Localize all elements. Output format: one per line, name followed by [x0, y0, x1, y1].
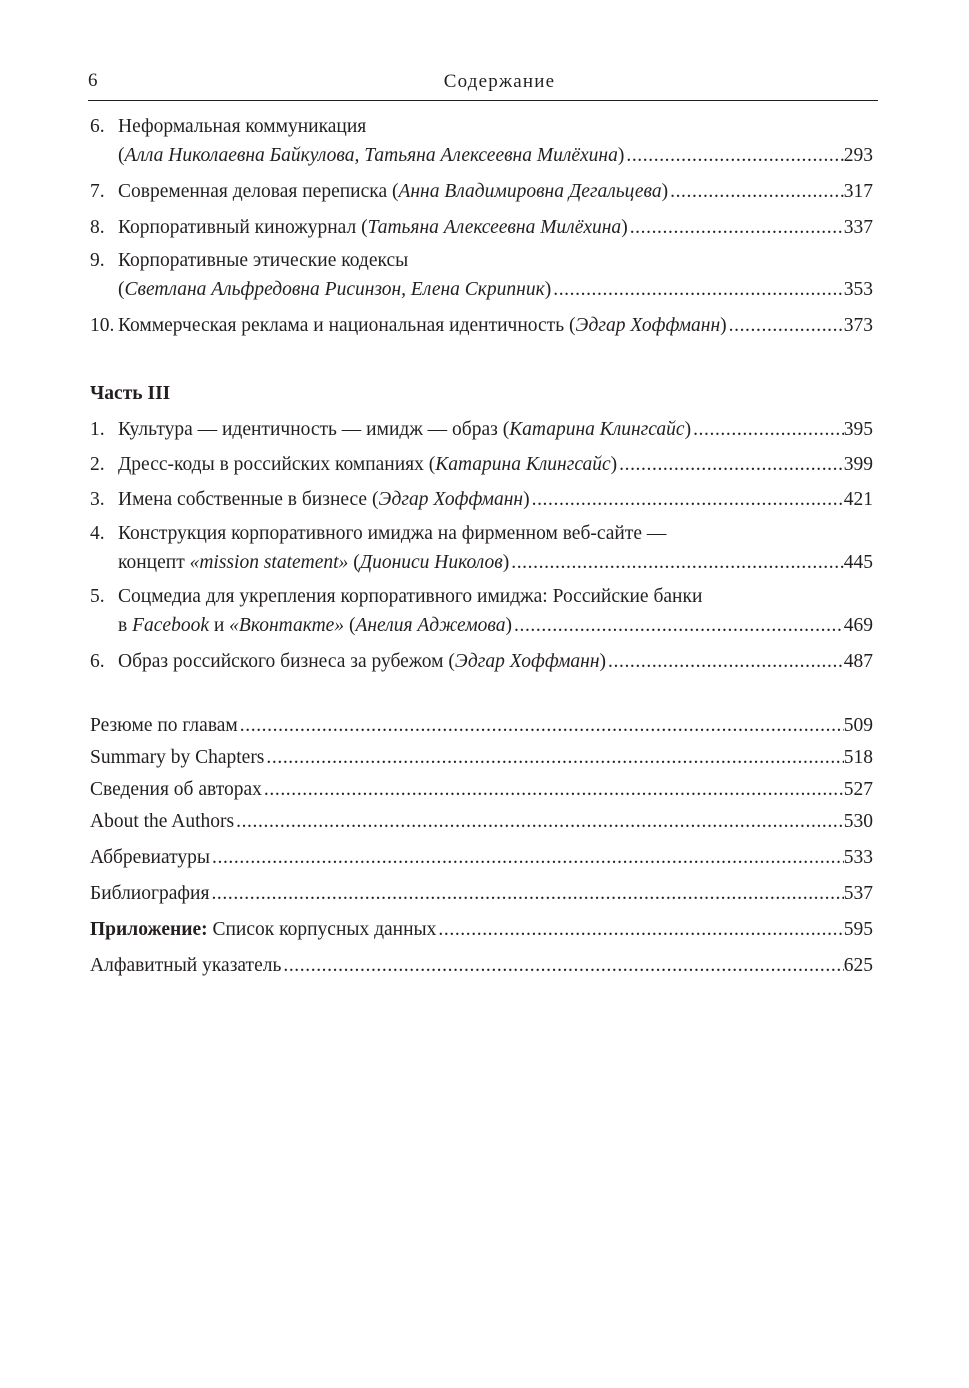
title-text: Аббревиатуры	[90, 847, 210, 868]
title-text: Современная деловая переписка (	[118, 181, 399, 202]
toc-entry-line[interactable]	[90, 521, 873, 547]
title-text: About the Authors	[90, 811, 235, 832]
title-text: Конструкция корпоративного имиджа на фирменном веб-сайте —	[118, 523, 667, 544]
dot-leader	[264, 745, 843, 771]
toc-entry-line[interactable]	[90, 114, 873, 140]
dot-leader	[551, 277, 844, 303]
toc-entry-line[interactable]	[90, 277, 873, 303]
running-header-title: Содержание	[443, 71, 556, 92]
title-text: (	[348, 552, 360, 573]
entry-title	[118, 584, 702, 610]
title-text: Список корпусных данных	[207, 919, 437, 940]
page-ref: 509	[843, 715, 873, 736]
entry-title	[118, 277, 551, 303]
title-text: Коммерческая реклама и национальная идентичность (	[118, 315, 576, 336]
toc-entry-line[interactable]	[90, 143, 873, 169]
entry-number: 6.	[90, 116, 105, 137]
entry-title	[90, 713, 238, 739]
entry-title	[90, 845, 210, 871]
toc-entry-line[interactable]	[90, 881, 873, 907]
dot-leader	[606, 649, 844, 675]
entry-number: 7.	[90, 181, 105, 202]
toc-entry-line[interactable]	[90, 745, 873, 771]
title-text: Summary by Chapters	[90, 747, 265, 768]
entry-title	[90, 777, 262, 803]
title-text: Алфавитный указатель	[90, 955, 282, 976]
page-ref: 353	[843, 279, 873, 300]
entry-number	[90, 277, 118, 303]
entry-title	[90, 953, 281, 979]
entry-number: 10.	[90, 315, 115, 336]
title-text: (	[118, 145, 125, 166]
author-text: Светлана Альфредовна Рисинзон, Елена Скрипник	[124, 279, 545, 300]
entry-title	[118, 649, 606, 675]
dot-leader	[436, 917, 843, 943]
page-ref: 537	[843, 883, 873, 904]
page-ref: 317	[843, 181, 873, 202]
dot-leader	[668, 179, 844, 205]
entry-title	[118, 521, 666, 547]
title-text: Образ российского бизнеса за рубежом (	[118, 651, 455, 672]
page-ref: 518	[843, 747, 873, 768]
entry-title	[118, 248, 408, 274]
entry-number	[90, 143, 118, 169]
title-text: )	[502, 552, 510, 573]
entry-title	[118, 417, 691, 443]
title-text: Имена собственные в бизнесе (	[118, 489, 379, 510]
entry-number: 1.	[90, 419, 105, 440]
toc-entry-line[interactable]	[90, 550, 873, 576]
title-text: (	[344, 615, 356, 636]
entry-number: 8.	[90, 217, 105, 238]
dot-leader	[210, 845, 844, 871]
title-text: Неформальная коммуникация	[118, 116, 367, 137]
title-text: и	[208, 615, 230, 636]
entry-number: 5.	[90, 586, 105, 607]
title-text: )	[720, 315, 727, 336]
toc-entry-line[interactable]	[90, 845, 873, 871]
toc-entry-line[interactable]	[90, 452, 873, 478]
title-text: Культура — идентичность — имидж — образ (	[118, 419, 510, 440]
page-ref: 469	[843, 615, 873, 636]
entry-title	[90, 809, 234, 835]
title-text: в	[118, 615, 133, 636]
title-text: )	[505, 615, 512, 636]
toc-entry-line[interactable]	[90, 487, 873, 513]
entry-title	[118, 452, 617, 478]
page-ref: 527	[843, 779, 873, 800]
entry-title	[90, 745, 264, 771]
page-ref: 445	[843, 552, 873, 573]
entry-title	[90, 917, 436, 943]
toc-entry-line[interactable]	[90, 584, 873, 610]
author-text: Диониси Николов	[359, 552, 503, 573]
toc-entry-line[interactable]	[90, 713, 873, 739]
title-text: )	[523, 489, 530, 510]
title-text: )	[621, 217, 628, 238]
author-text: Татьяна Алексеевна Милёхина	[367, 217, 622, 238]
author-text: Катарина Клингсайс	[435, 454, 611, 475]
title-text: Дресс-коды в российских компаниях (	[118, 454, 436, 475]
entry-title	[118, 143, 624, 169]
entry-number: 2.	[90, 454, 105, 475]
title-text: )	[684, 419, 692, 440]
author-text: Facebook	[132, 615, 209, 636]
dot-leader	[509, 550, 844, 576]
entry-title	[118, 613, 512, 639]
entry-title	[90, 881, 209, 907]
dot-leader	[238, 713, 844, 739]
page-ref: 595	[843, 919, 873, 940]
author-text: Эдгар Хоффманн	[378, 489, 524, 510]
title-text: Соцмедиа для укрепления корпоративного имиджа: Российские банки	[118, 586, 703, 607]
page-ref: 533	[843, 847, 873, 868]
dot-leader	[691, 417, 844, 443]
dot-leader	[512, 613, 844, 639]
page-ref: 421	[843, 489, 873, 510]
entry-number: 6.	[90, 651, 105, 672]
title-text: Библиография	[90, 883, 210, 904]
author-text: Катарина Клингсайс	[509, 419, 685, 440]
toc-entry-line[interactable]	[90, 953, 873, 979]
entry-number: 9.	[90, 250, 105, 271]
entry-title	[118, 114, 366, 140]
title-text: )	[661, 181, 669, 202]
header-rule	[88, 100, 878, 101]
title-text: (	[118, 279, 125, 300]
toc-entry-line[interactable]	[90, 417, 873, 443]
title-text: )	[617, 145, 625, 166]
title-text: )	[610, 454, 618, 475]
entry-title	[118, 215, 628, 241]
dot-leader	[727, 313, 844, 339]
entry-number: 3.	[90, 489, 105, 510]
dot-leader	[628, 215, 844, 241]
author-text: «mission statement»	[189, 552, 349, 573]
author-text: Анелия Аджемова	[355, 615, 506, 636]
dot-leader	[281, 953, 843, 979]
page-ref: 293	[843, 145, 873, 166]
page-ref: 487	[843, 651, 873, 672]
part-heading: Часть III	[90, 383, 171, 404]
title-text: Резюме по главам	[90, 715, 238, 736]
title-text: )	[599, 651, 607, 672]
toc-entry-line[interactable]	[90, 809, 873, 835]
entry-number	[90, 550, 118, 576]
dot-leader	[234, 809, 844, 835]
dot-leader	[209, 881, 843, 907]
title-text: Корпоративный киножурнал (	[118, 217, 368, 238]
title-text: Корпоративные этические кодексы	[118, 250, 409, 271]
entry-number: 4.	[90, 523, 105, 544]
toc-entry-line[interactable]	[90, 215, 873, 241]
page-ref: 530	[843, 811, 873, 832]
title-text: )	[544, 279, 552, 300]
toc-entry-line[interactable]	[90, 313, 873, 339]
page-number: 6	[88, 70, 98, 91]
toc-entry-line[interactable]	[90, 179, 873, 205]
entry-title	[118, 487, 530, 513]
toc-entry-line[interactable]	[90, 777, 873, 803]
page-ref: 395	[843, 419, 873, 440]
dot-leader	[624, 143, 843, 169]
entry-title	[118, 313, 727, 339]
title-text: концепт	[118, 552, 190, 573]
dot-leader	[530, 487, 844, 513]
dot-leader	[262, 777, 844, 803]
toc-entry-line[interactable]	[90, 649, 873, 675]
page-ref: 373	[843, 315, 873, 336]
title-text: Приложение:	[90, 919, 208, 940]
toc-entry-line[interactable]	[90, 248, 873, 274]
entry-title	[118, 179, 668, 205]
page-ref: 399	[843, 454, 873, 475]
author-text: Эдгар Хоффманн	[454, 651, 600, 672]
author-text: Алла Николаевна Байкулова, Татьяна Алексеевна Милёхина	[124, 145, 618, 166]
toc-entry-line[interactable]	[90, 917, 873, 943]
entry-title	[118, 550, 509, 576]
toc-entry-line[interactable]	[90, 613, 873, 639]
author-text: Эдгар Хоффманн	[575, 315, 721, 336]
page-ref: 337	[843, 217, 873, 238]
dot-leader	[617, 452, 844, 478]
title-text: Сведения об авторах	[90, 779, 262, 800]
page-ref: 625	[843, 955, 873, 976]
author-text: «Вконтакте»	[229, 615, 345, 636]
author-text: Анна Владимировна Дегальцева	[398, 181, 662, 202]
entry-number	[90, 613, 118, 639]
